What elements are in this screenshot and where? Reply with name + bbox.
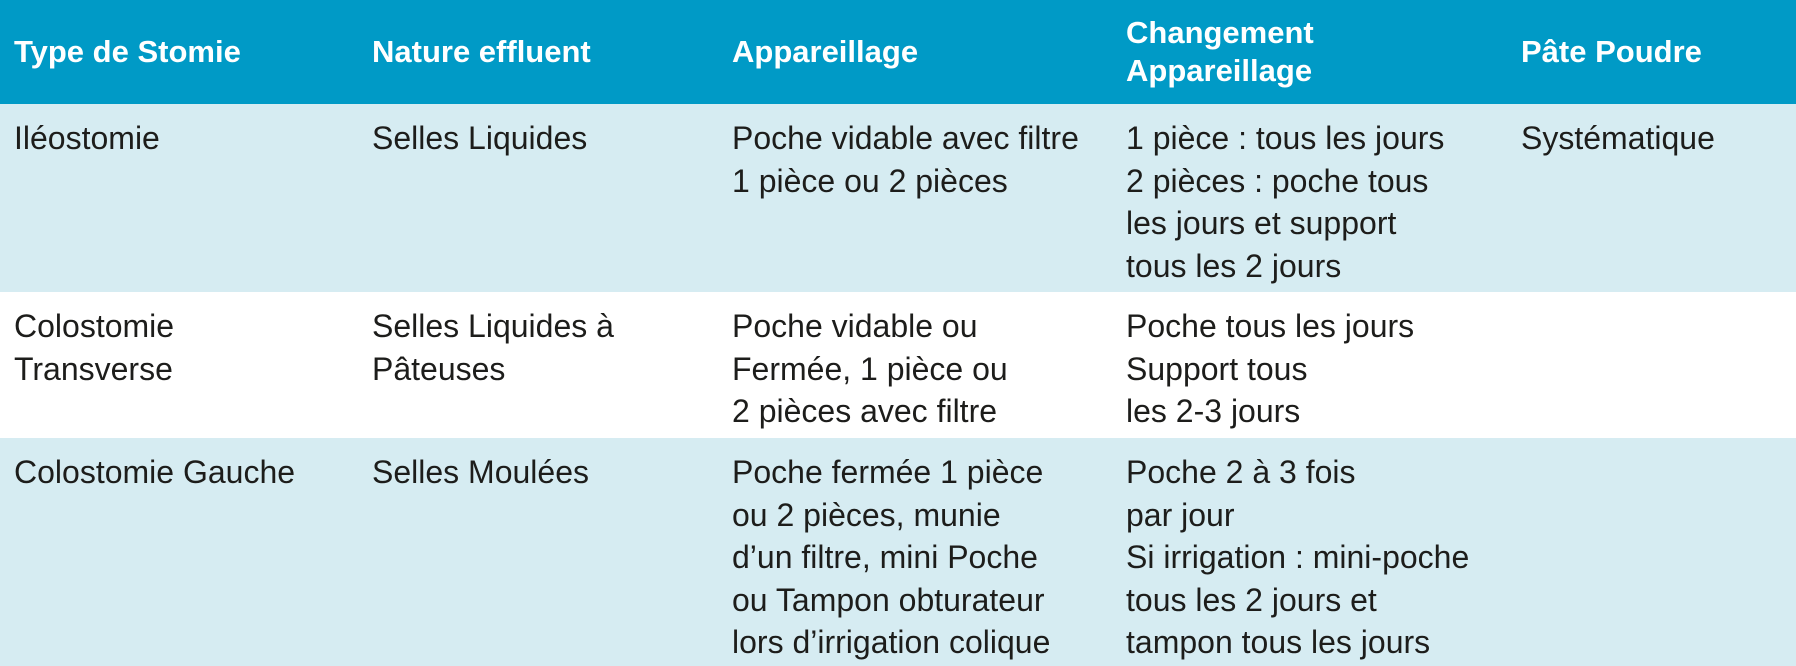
cell-nature: Selles Liquides [372, 120, 588, 156]
table-row [0, 104, 1796, 292]
cell-type: Colostomie Gauche [14, 454, 296, 490]
cell-nature: Selles Liquides à Pâteuses [372, 308, 614, 387]
cell-appareillage: Poche vidable avec filtre 1 pièce ou 2 pièces [732, 120, 1079, 199]
cell-appareillage: Poche vidable ou Fermée, 1 pièce ou 2 pièces avec filtre [732, 308, 1008, 429]
table-header [0, 0, 1796, 104]
header-row [0, 0, 1796, 104]
cell-type: Colostomie Transverse [14, 308, 175, 387]
header-nature-effluent: Nature effluent [372, 34, 591, 69]
cell-changement: 1 pièce : tous les jours 2 pièces : poche tous les jours et support tous les 2 jours [1126, 120, 1445, 284]
cell-changement: Poche 2 à 3 fois par jour Si irrigation : mini-poche tous les 2 jours et tampon tous les jours [1126, 454, 1470, 660]
cell-type: Iléostomie [14, 120, 160, 156]
cell-pate-poudre [1507, 292, 1796, 438]
cell-appareillage: Poche fermée 1 pièce ou 2 pièces, munie d’un filtre, mini Poche ou Tampon obturateur lors d’irrigation colique [732, 454, 1051, 660]
cell-pate-poudre: Systématique [1521, 120, 1715, 156]
table-row [0, 438, 1796, 666]
cell-nature: Selles Moulées [372, 454, 589, 490]
table-body [0, 104, 1796, 666]
cell-changement: Poche tous les jours Support tous les 2-3 jours [1126, 308, 1415, 429]
cell-pate-poudre [1507, 438, 1796, 666]
header-type-de-stomie: Type de Stomie [14, 34, 241, 69]
header-pate-poudre: Pâte Poudre [1521, 34, 1702, 69]
header-appareillage: Appareillage [732, 34, 919, 69]
table-row [0, 292, 1796, 438]
header-changement-appareillage: Changement Appareillage [1126, 15, 1314, 88]
